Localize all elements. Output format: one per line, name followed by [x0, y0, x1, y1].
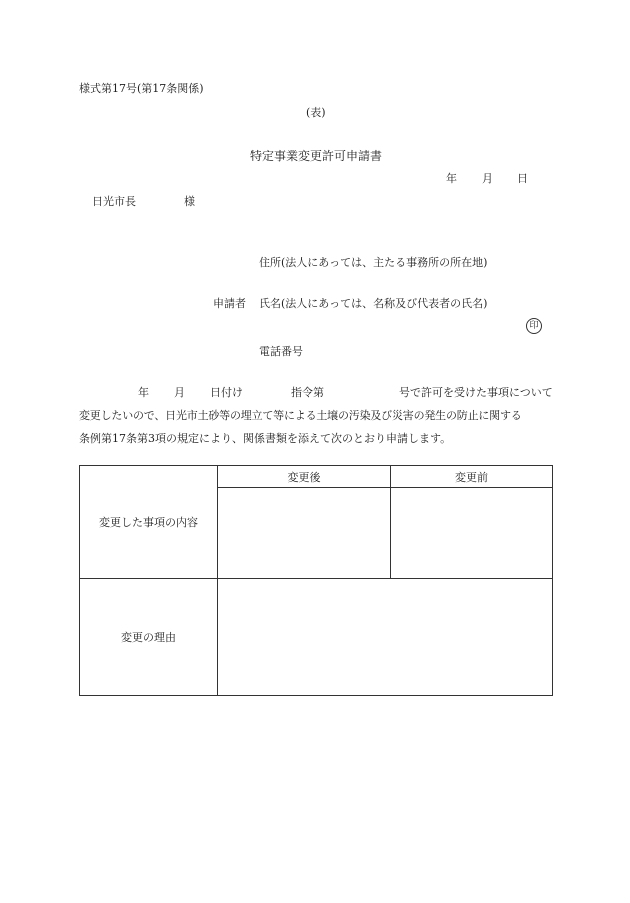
body-line1-rest: 号で許可を受けた事項について	[399, 386, 553, 399]
cell-reason[interactable]	[218, 579, 553, 696]
applicant-address-label: 住所(法人にあっては、主たる事務所の所在地)	[259, 256, 488, 269]
addressee-honorific: 様	[184, 195, 195, 208]
change-details-table	[79, 465, 553, 696]
body-month-label: 月	[174, 386, 185, 399]
request-paragraph	[79, 386, 554, 448]
cell-after-change[interactable]	[218, 488, 391, 579]
body-dated-label: 日付け	[210, 386, 243, 399]
date-year-label: 年	[446, 172, 457, 185]
row-label-changed-items: 変更した事項の内容	[80, 466, 218, 579]
addressee-name: 日光市長	[92, 195, 136, 208]
document-title: 特定事業変更許可申請書	[250, 149, 383, 163]
body-line3: 条例第17条第3項の規定により、関係書類を添えて次のとおり申請します。	[79, 432, 452, 445]
side-label: (表)	[306, 106, 326, 119]
cell-before-change[interactable]	[391, 488, 553, 579]
body-directive-label: 指令第	[291, 386, 324, 399]
body-line2: 変更したいので、日光市土砂等の埋立て等による土壌の汚染及び災害の発生の防止に関する	[79, 409, 522, 422]
applicant-label: 申請者	[213, 297, 246, 310]
date-day-label: 日	[517, 172, 528, 185]
header-after-change: 変更後	[218, 466, 391, 488]
applicant-name-label: 氏名(法人にあっては、名称及び代表者の氏名)	[259, 297, 488, 310]
seal-mark: 印	[526, 318, 542, 334]
row-label-reason: 変更の理由	[80, 579, 218, 696]
form-number: 様式第17号(第17条関係)	[79, 82, 204, 95]
body-year-label: 年	[138, 386, 149, 399]
header-before-change: 変更前	[391, 466, 553, 488]
applicant-phone-label: 電話番号	[259, 345, 303, 358]
date-month-label: 月	[482, 172, 493, 185]
